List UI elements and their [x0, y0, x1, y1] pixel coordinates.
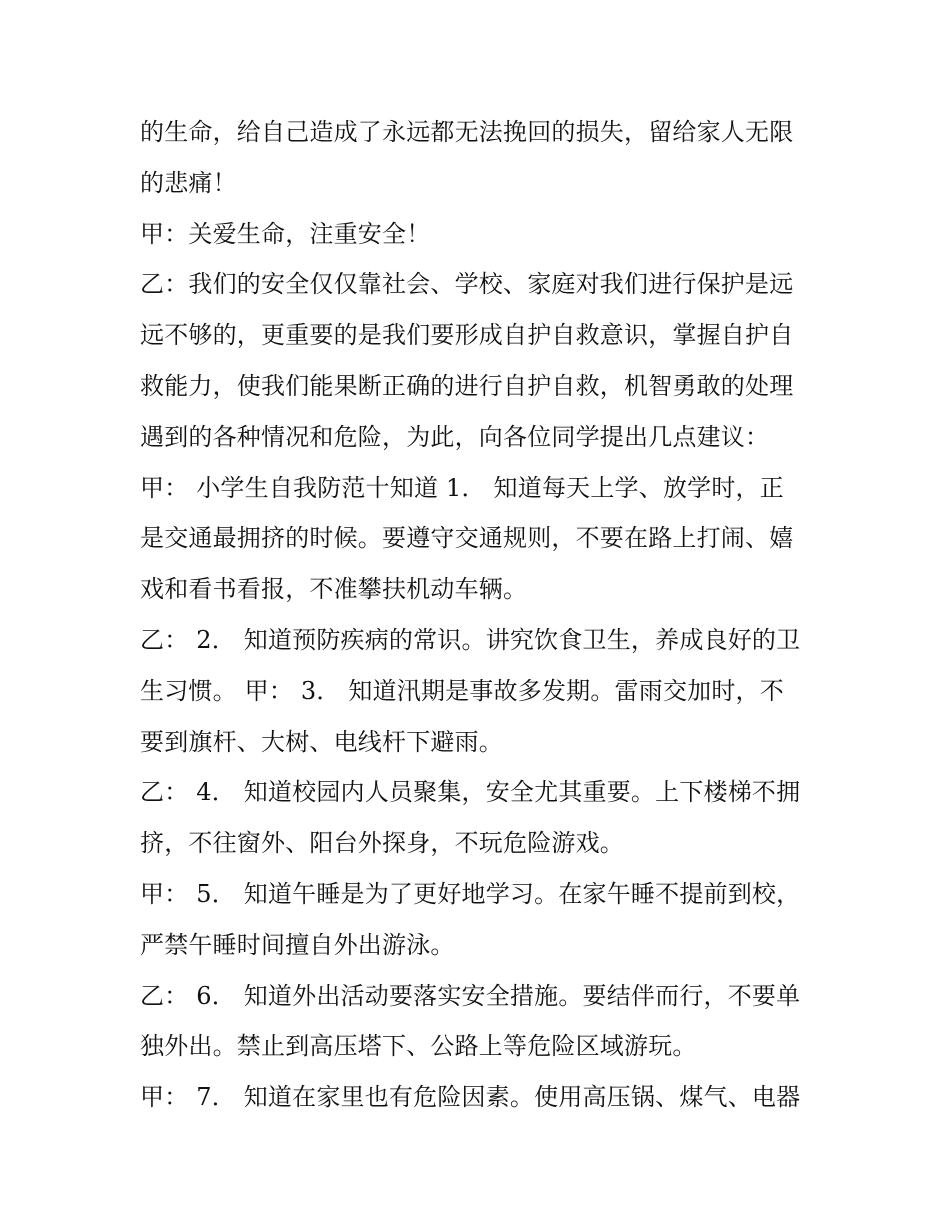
- text-line: 挤，不往窗外、阳台外探身，不玩危险游戏。: [140, 829, 624, 858]
- text-line: 乙： 4． 知道校园内人员聚集，安全尤其重要。上下楼梯不拥: [140, 778, 801, 807]
- text-line: 的生命，给自己造成了永远都无法挽回的损失，留给家人无限: [140, 118, 794, 146]
- text-line: 的悲痛！: [140, 168, 237, 197]
- text-line: 甲： 小学生自我防范十知道 1． 知道每天上学、放学时，正: [140, 473, 784, 502]
- text-line: 生习惯。 甲： 3． 知道汛期是事故多发期。雷雨交加时，不: [140, 676, 784, 705]
- text-line: 乙：我们的安全仅仅靠社会、学校、家庭对我们进行保护是远: [140, 270, 794, 299]
- text-line: 甲： 7． 知道在家里也有危险因素。使用高压锅、煤气、电器: [140, 1083, 801, 1112]
- text-line: 甲： 5． 知道午睡是为了更好地学习。在家午睡不提前到校，: [140, 879, 801, 908]
- text-line: 要到旗杆、大树、电线杆下避雨。: [140, 727, 503, 756]
- text-line: 遇到的各种情况和危险，为此，向各位同学提出几点建议：: [140, 422, 770, 451]
- text-line: 是交通最拥挤的时候。要遵守交通规则，不要在路上打闹、嬉: [140, 524, 794, 553]
- text-line: 远不够的，更重要的是我们要形成自护自救意识，掌握自护自: [140, 321, 794, 350]
- document-body: [140, 107, 820, 1123]
- text-line: 甲：关爱生命，注重安全！: [140, 219, 431, 248]
- text-line: 戏和看书看报，不准攀扶机动车辆。: [140, 575, 528, 604]
- text-line: 独外出。禁止到高压塔下、公路上等危险区域游玩。: [140, 1032, 697, 1061]
- text-line: 乙： 2． 知道预防疾病的常识。讲究饮食卫生，养成良好的卫: [140, 625, 801, 654]
- text-line: 乙： 6． 知道外出活动要落实安全措施。要结伴而行，不要单: [140, 981, 801, 1010]
- text-line: 救能力，使我们能果断正确的进行自护自救，机智勇敢的处理: [140, 371, 794, 400]
- text-line: 严禁午睡时间擅自外出游泳。: [140, 930, 455, 959]
